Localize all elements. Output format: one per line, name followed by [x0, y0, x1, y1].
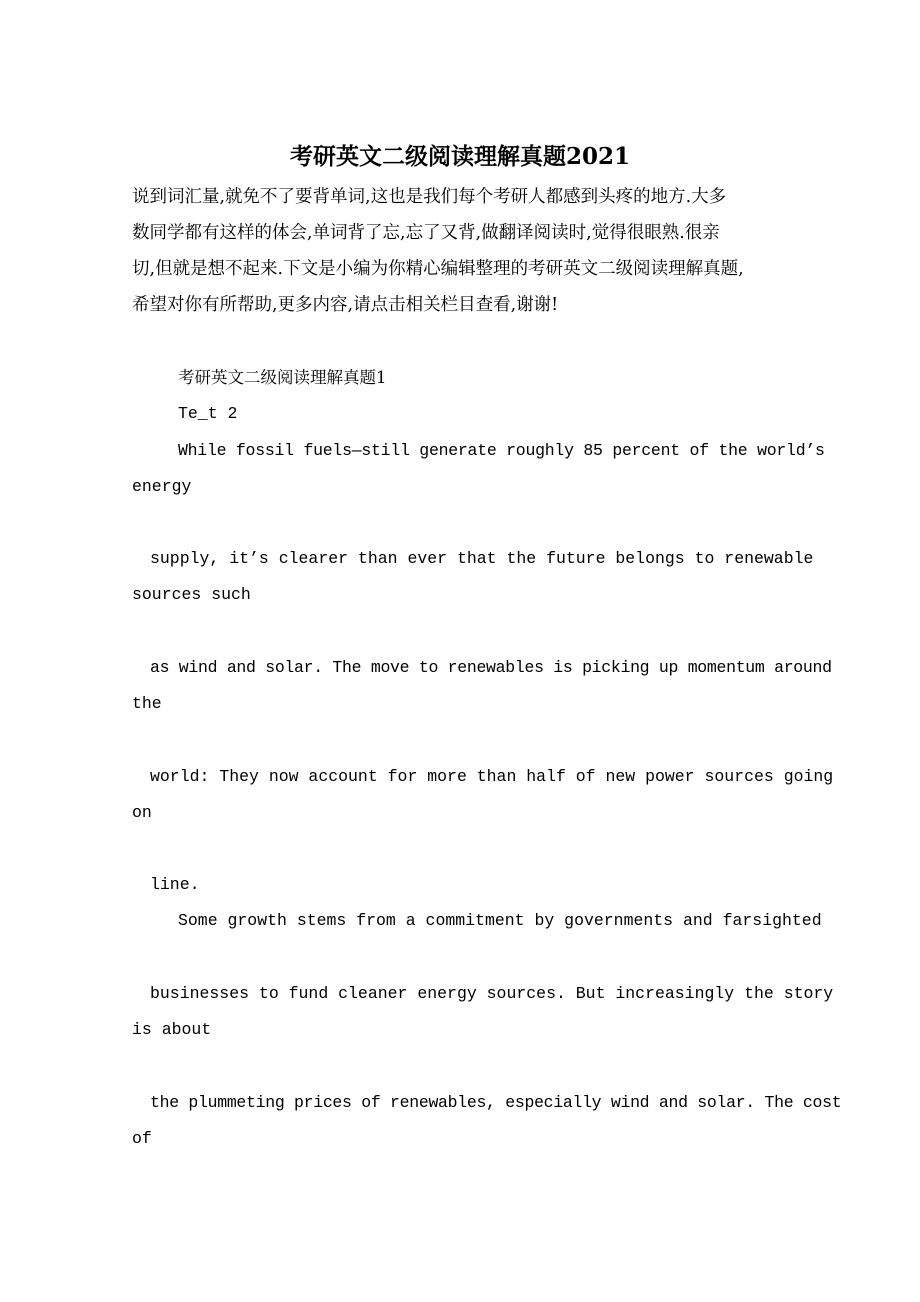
intro-line: 希望对你有所帮助,更多内容,请点击相关栏目查看,谢谢! [132, 295, 559, 315]
passage-line: supply, it’s clearer than ever that the future belongs to renewable [150, 549, 814, 568]
passage-line: the plummeting prices of renewables, especially wind and solar. The cost [150, 1093, 842, 1112]
intro-line: 说到词汇量,就免不了要背单词,这也是我们每个考研人都感到头疼的地方.大多 [132, 187, 727, 207]
passage-line: as wind and solar. The move to renewables is picking up momentum around [150, 658, 832, 677]
page-title: 考研英文二级阅读理解真题2021 [289, 143, 630, 170]
passage-line: energy [132, 477, 192, 496]
intro-line: 切,但就是想不起来.下文是小编为你精心编辑整理的考研英文二级阅读理解真题, [132, 259, 744, 279]
section-heading: 考研英文二级阅读理解真题1 [178, 368, 387, 387]
passage-line: line. [150, 875, 200, 894]
passage-line: While fossil fuels—still generate roughly 85 percent of the world’s [178, 441, 825, 460]
passage-line: Some growth stems from a commitment by governments and farsighted [178, 911, 822, 930]
passage-line: world: They now account for more than half of new power sources going [150, 767, 834, 786]
passage-line: of [132, 1129, 152, 1148]
passage-line: businesses to fund cleaner energy sources. But increasingly the story [150, 984, 834, 1003]
passage-line: sources such [132, 585, 251, 604]
passage-line: the [132, 694, 162, 713]
passage-line: on [132, 803, 152, 822]
intro-line: 数同学都有这样的体会,单词背了忘,忘了又背,做翻译阅读时,觉得很眼熟.很亲 [132, 223, 720, 243]
passage-line: is about [132, 1020, 212, 1039]
text-label: Te_t 2 [178, 404, 238, 423]
